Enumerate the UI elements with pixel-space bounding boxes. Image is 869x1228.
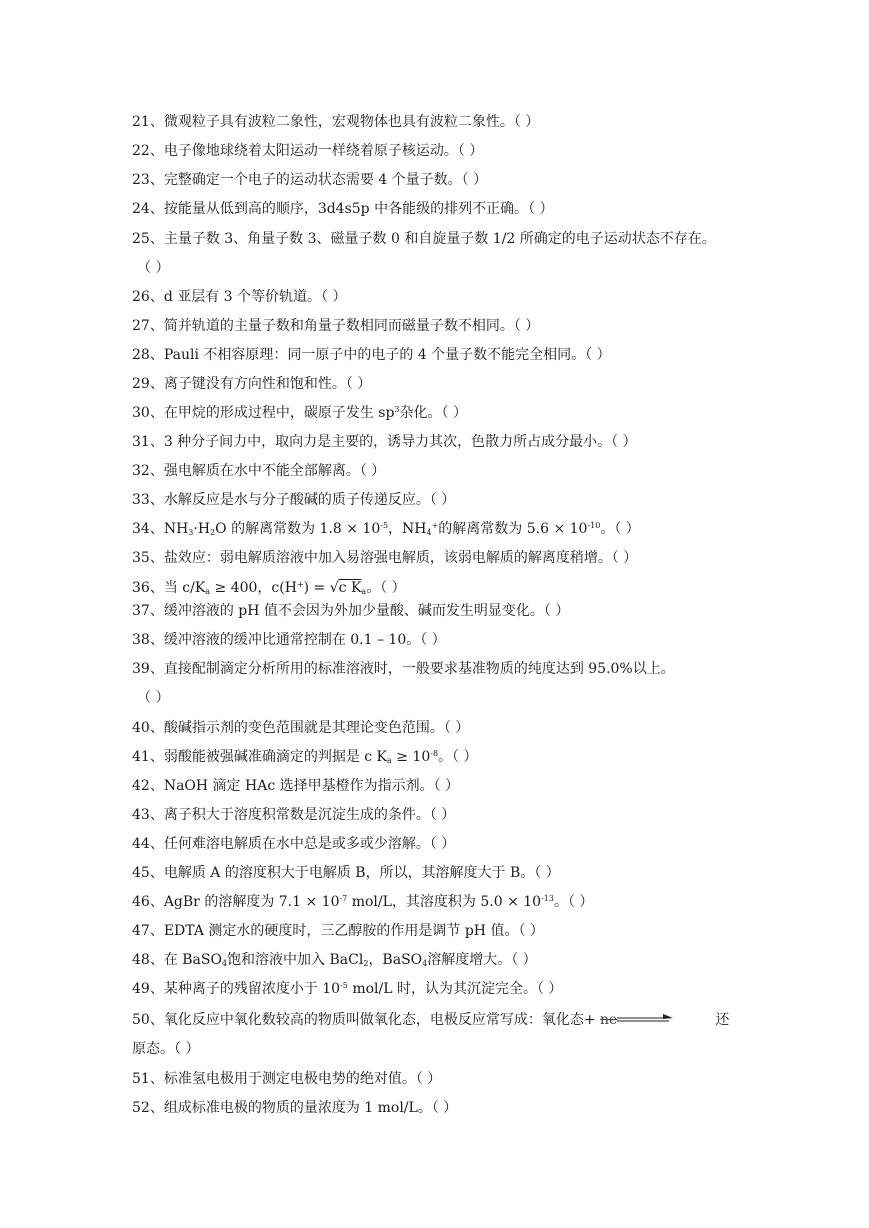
q48-a: 48、在 BaSO: [132, 952, 222, 968]
q49-e1: -5: [340, 981, 348, 990]
question-35: 35、盐效应：弱电解质溶液中加入易溶强电解质，该弱电解质的解离度稍增。（ ）: [132, 550, 638, 566]
question-52: 52、组成标准电极的物质的量浓度为 1 mol/L。（ ）: [132, 1100, 458, 1116]
question-25-blank: （ ）: [137, 260, 170, 276]
q41-e1: -8: [430, 749, 439, 758]
q36-d: c K: [338, 580, 362, 596]
q41-s1: a: [387, 756, 392, 765]
question-43: 43、离子积大于溶度积常数是沉淀生成的条件。（ ）: [132, 807, 456, 823]
question-38: 38、缓冲溶液的缓冲比通常控制在 0.1 – 10。（ ）: [132, 632, 446, 648]
question-30: [132, 405, 782, 422]
q36-b: ≥ 400，c(H: [210, 580, 297, 596]
question-39-blank: （ ）: [137, 690, 170, 706]
question-47: 47、EDTA 测定水的硬度时，三乙醇胺的作用是调节 pH 值。（ ）: [132, 923, 544, 939]
question-25: 25、主量子数 3、角量子数 3、磁量子数 0 和自旋量子数 1/2 所确定的电子运动状态不存在。: [132, 231, 716, 247]
q30-text-a: 30、在甲烷的形成过程中，碳原子发生 sp: [132, 405, 395, 421]
question-33: 33、水解反应是水与分子酸碱的质子传递反应。（ ）: [132, 492, 456, 508]
q48-s3: 4: [422, 959, 428, 968]
q49-b: mol/L 时，认为其沉淀完全。（ ）: [347, 981, 563, 997]
question-44: 44、任何难溶电解质在水中总是或多或少溶解。（ ）: [132, 836, 456, 852]
q48-b: 饱和溶液中加入 BaCl: [227, 952, 364, 968]
q46-e1: -7: [339, 894, 348, 903]
q36-s1: a: [205, 587, 211, 596]
q34-e2: +: [431, 521, 439, 530]
q48-c: ，BaSO: [368, 952, 423, 968]
q41-c: 。（ ）: [438, 749, 478, 765]
question-41: [132, 749, 782, 766]
q36-s2: a: [361, 587, 367, 596]
question-51: 51、标准氢电极用于测定电极电势的绝对值。（ ）: [132, 1071, 442, 1087]
q48-s1: 4: [221, 959, 228, 968]
question-29: 29、离子键没有方向性和饱和性。（ ）: [132, 376, 372, 392]
question-34: [132, 521, 782, 538]
question-31: 31、3 种分子间力中，取向力是主要的，诱导力其次，色散力所占成分最小。（ ）: [132, 434, 637, 450]
question-32: 32、强电解质在水中不能全部解离。（ ）: [132, 463, 386, 479]
question-50-cont: 原态。（ ）: [132, 1041, 200, 1057]
q48-d: 溶解度增大。（ ）: [427, 952, 537, 968]
q30-sup: 3: [394, 405, 400, 414]
q34-e1: -5: [380, 521, 389, 530]
q50-strike: ne: [600, 1012, 618, 1028]
question-48: [132, 952, 782, 969]
question-39: 39、直接配制滴定分析所用的标准溶液时，一般要求基准物质的纯度达到 95.0%以上。: [132, 661, 675, 677]
q48-s2: 2: [363, 959, 369, 968]
question-40: 40、酸碱指示剂的变色范围就是其理论变色范围。（ ）: [132, 720, 470, 736]
question-49: [132, 981, 782, 998]
question-27: 27、简并轨道的主量子数和角量子数相同而磁量子数不相同。（ ）: [132, 318, 540, 334]
q46-e2: -13: [541, 894, 554, 903]
q34-e3: -10: [587, 521, 601, 530]
q46-a: 46、AgBr 的溶解度为 7.1 × 10: [132, 894, 340, 910]
q34-s3: 4: [426, 528, 432, 537]
question-50: [132, 1012, 782, 1029]
q36-e: 。（ ）: [366, 580, 406, 596]
q36-e1: +: [296, 580, 304, 589]
q34-f: 。（ ）: [600, 521, 640, 537]
q41-b: ≥ 10: [391, 749, 431, 765]
q49-a: 49、某种离子的残留浓度小于 10: [132, 981, 341, 997]
q50-a: 50、氧化反应中氧化数较高的物质叫做氧化态，电极反应常写成：氧化态+: [132, 1012, 600, 1028]
question-23: 23、完整确定一个电子的运动状态需要 4 个量子数。（ ）: [132, 172, 488, 188]
question-28: 28、Pauli 不相容原理：同一原子中的电子的 4 个量子数不能完全相同。（ ）: [132, 347, 611, 363]
q36-a: 36、当 c/K: [132, 580, 206, 596]
equilibrium-arrow-icon: [617, 1014, 687, 1026]
question-46: [132, 894, 782, 911]
q34-s2: 2: [210, 528, 216, 537]
q36-c: ) = √: [303, 580, 339, 596]
q46-b: mol/L，其溶度积为 5.0 × 10: [347, 894, 542, 910]
question-24: 24、按能量从低到高的顺序，3d4s5p 中各能级的排列不正确。（ ）: [132, 201, 554, 217]
question-22: 22、电子像地球绕着太阳运动一样绕着原子核运动。（ ）: [132, 143, 484, 159]
question-21: 21、微观粒子具有波粒二象性，宏观物体也具有波粒二象性。（ ）: [132, 114, 540, 130]
q34-d: ，NH: [388, 521, 427, 537]
q30-text-b: 杂化。（ ）: [399, 405, 467, 421]
question-45: 45、电解质 A 的溶度积大于电解质 B，所以，其溶解度大于 B。（ ）: [132, 865, 560, 881]
question-37: 37、缓冲溶液的 pH 值不会因为外加少量酸、碱而发生明显变化。（ ）: [132, 603, 570, 619]
q34-b: ·H: [193, 521, 211, 537]
q50-c: 还: [715, 1012, 730, 1028]
question-26: 26、d 亚层有 3 个等价轨道。（ ）: [132, 289, 347, 305]
q41-a: 41、弱酸能被强碱准确滴定的判据是 c K: [132, 749, 388, 765]
q46-c: 。（ ）: [553, 894, 594, 910]
q34-e: 的解离常数为 5.6 × 10: [438, 521, 588, 537]
question-36: [132, 580, 782, 597]
q34-s1: 3: [188, 528, 194, 537]
question-42: 42、NaOH 滴定 HAc 选择甲基橙作为指示剂。（ ）: [132, 778, 460, 794]
q34-a: 34、NH: [132, 521, 189, 537]
q34-c: O 的解离常数为 1.8 × 10: [215, 521, 381, 537]
